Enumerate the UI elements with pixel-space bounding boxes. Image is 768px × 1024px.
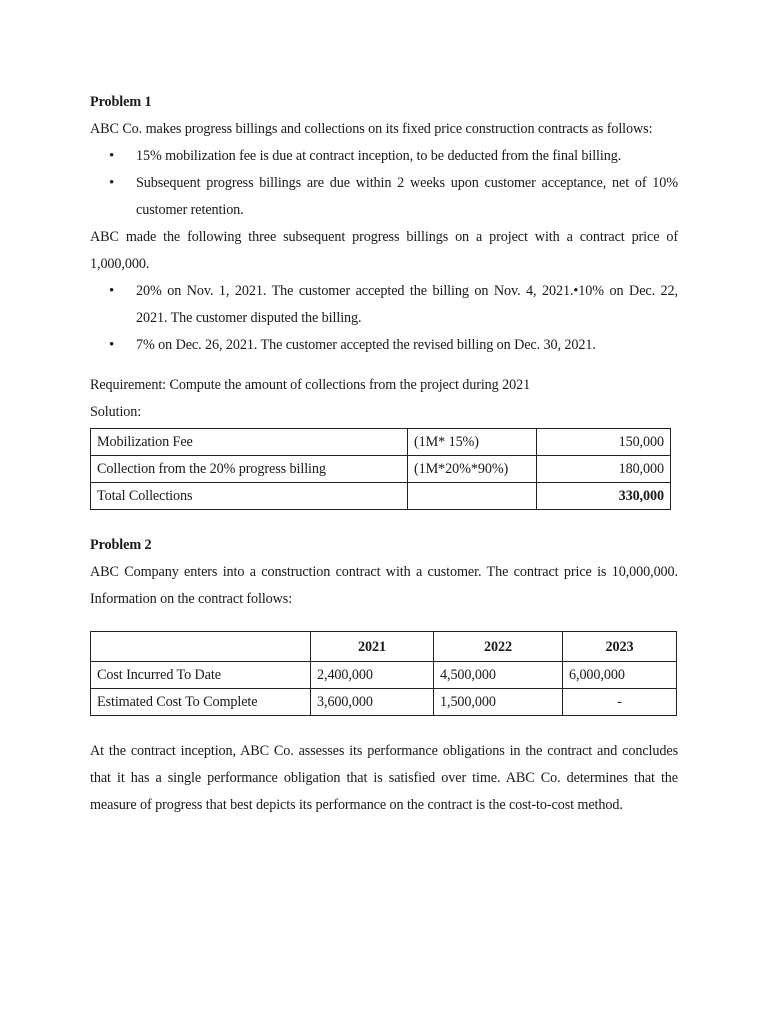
table-cell: Mobilization Fee xyxy=(91,429,408,456)
solution-label: Solution: xyxy=(90,404,142,420)
problem1-bullet-list-2 xyxy=(90,278,678,359)
table-row xyxy=(91,429,671,456)
table-cell: 1,500,000 xyxy=(434,689,563,716)
table-cell: 180,000 xyxy=(537,456,671,483)
table-cell xyxy=(408,483,537,510)
bullet-item: • 20% on Nov. 1, 2021. The customer accepted the billing on Nov. 4, 2021.•10% on Dec. 22, 2021. The customer disputed the billing. xyxy=(135,278,678,332)
contract-cost-table xyxy=(90,631,677,716)
table-cell: 2,400,000 xyxy=(311,662,434,689)
problem1-bullet-list-1 xyxy=(90,143,678,224)
table-cell: Estimated Cost To Complete xyxy=(91,689,311,716)
table-header-cell: 2021 xyxy=(311,632,434,662)
table-header-row xyxy=(91,632,677,662)
problem1-paragraph-2: ABC made the following three subsequent progress billings on a project with a contract price of 1,000,000. xyxy=(90,229,678,272)
bullet-item: • 15% mobilization fee is due at contract inception, to be deducted from the final billing. xyxy=(135,143,678,170)
table-cell: 6,000,000 xyxy=(563,662,677,689)
table-cell: 4,500,000 xyxy=(434,662,563,689)
table-row-total xyxy=(91,483,671,510)
bullet-item: • 7% on Dec. 26, 2021. The customer accepted the revised billing on Dec. 30, 2021. xyxy=(135,332,678,359)
problem1-intro: ABC Co. makes progress billings and collections on its fixed price construction contracts as follows: xyxy=(90,121,653,137)
table-cell: (1M*20%*90%) xyxy=(408,456,537,483)
table-header-cell: 2023 xyxy=(563,632,677,662)
problem2-intro: ABC Company enters into a construction contract with a customer. The contract price is 10,000,000. Information on the contract follows: xyxy=(90,564,678,607)
bullet-item: • Subsequent progress billings are due within 2 weeks upon customer acceptance, net of 10% customer retention. xyxy=(135,170,678,224)
table-cell: (1M* 15%) xyxy=(408,429,537,456)
table-header-cell: 2022 xyxy=(434,632,563,662)
problem1-heading: Problem 1 xyxy=(90,94,152,110)
table-cell: 3,600,000 xyxy=(311,689,434,716)
spacer xyxy=(90,716,678,738)
table-row xyxy=(91,662,677,689)
table-cell: Collection from the 20% progress billing xyxy=(91,456,408,483)
problem2-heading: Problem 2 xyxy=(90,537,152,553)
requirement-text: Requirement: Compute the amount of collections from the project during 2021 xyxy=(90,377,531,393)
table-cell: - xyxy=(563,689,677,716)
table-cell: Cost Incurred To Date xyxy=(91,662,311,689)
collections-table xyxy=(90,428,671,510)
spacer xyxy=(90,510,678,532)
total-collections-value: 330,000 xyxy=(537,483,671,510)
table-row xyxy=(91,689,677,716)
table-cell: Total Collections xyxy=(91,483,408,510)
problem2-closing-paragraph: At the contract inception, ABC Co. assesses its performance obligations in the contract and concludes that it has a single performance obligation that is satisfied over time. ABC Co. determines that the measure of progress that best depicts its performance on the contract is the cost-to-cost method. xyxy=(90,743,678,813)
table-cell: 150,000 xyxy=(537,429,671,456)
table-row xyxy=(91,456,671,483)
table-header-cell xyxy=(91,632,311,662)
spacer xyxy=(90,359,678,372)
